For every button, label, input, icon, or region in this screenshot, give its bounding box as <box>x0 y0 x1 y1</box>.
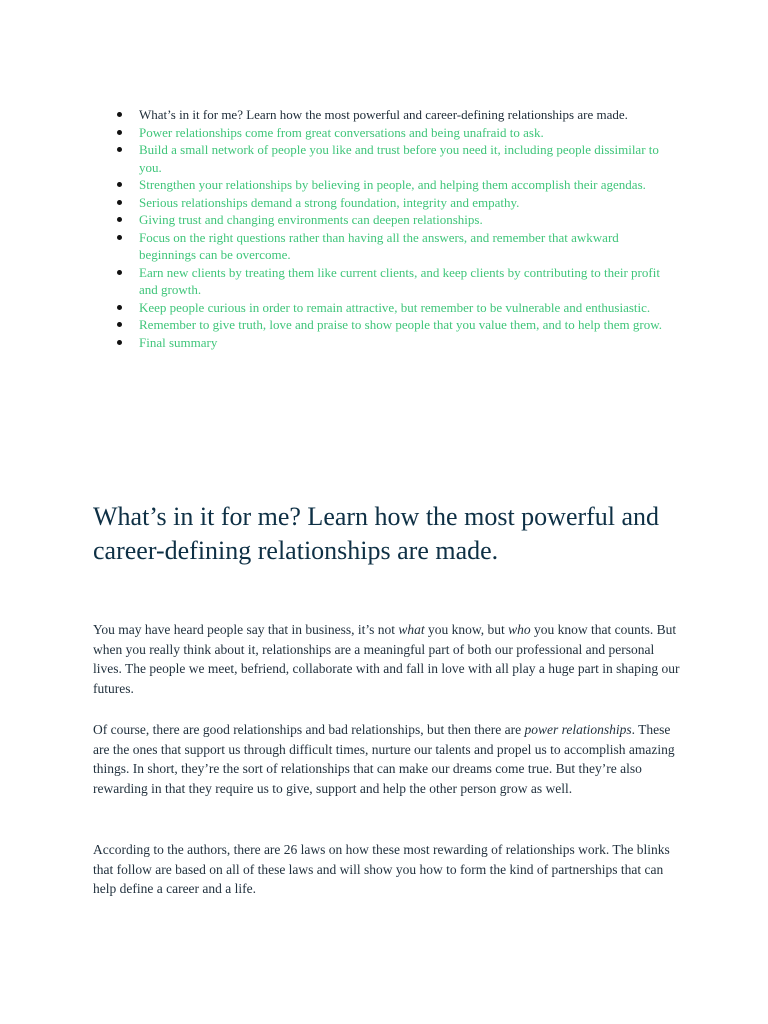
toc-item[interactable]: Focus on the right questions rather than having all the answers, and remember that awkward beginnings can be overcome. <box>111 229 673 264</box>
toc-item[interactable]: Power relationships come from great conversations and being unafraid to ask. <box>111 124 673 142</box>
toc-item[interactable]: Earn new clients by treating them like current clients, and keep clients by contributing to their profit and growth. <box>111 264 673 299</box>
bullet-icon <box>117 147 122 152</box>
bullet-icon <box>117 322 122 327</box>
section-title: What’s in it for me? Learn how the most powerful and career-defining relationships are made. <box>93 502 660 565</box>
bullet-icon <box>117 305 122 310</box>
toc-item[interactable]: Giving trust and changing environments can deepen relationships. <box>111 211 673 229</box>
toc-item[interactable]: Strengthen your relationships by believing in people, and helping them accomplish their agendas. <box>111 176 673 194</box>
bullet-icon <box>117 130 122 135</box>
bullet-icon <box>117 340 122 345</box>
toc-item[interactable]: What’s in it for me? Learn how the most powerful and career-defining relationships are made. <box>111 106 673 124</box>
toc-item[interactable]: Serious relationships demand a strong foundation, integrity and empathy. <box>111 194 673 212</box>
table-of-contents <box>111 106 673 351</box>
paragraph: You may have heard people say that in business, it’s not what you know, but who you know that counts. But when you really think about it, relationships are a meaningful part of both our professional and personal lives. The people we meet, befriend, collaborate with and fall in love with all play a huge part in shaping our futures. <box>93 622 680 696</box>
bullet-icon <box>117 182 122 187</box>
bullet-icon <box>117 270 122 275</box>
paragraph: According to the authors, there are 26 laws on how these most rewarding of relationships work. The blinks that follow are based on all of these laws and will show you how to form the kind of partnerships that can help define a career and a life. <box>93 842 670 897</box>
toc-item[interactable]: Build a small network of people you like and trust before you need it, including people dissimilar to you. <box>111 141 673 176</box>
paragraph: Of course, there are good relationships and bad relationships, but then there are power relationships. These are the ones that support us through difficult times, nurture our talents and propel us to accomplish amazing things. In short, they’re the sort of relationships that can make our dreams come true. But they’re also rewarding in that they require us to give, support and help the other person grow as well. <box>93 722 675 796</box>
bullet-icon <box>117 112 122 117</box>
toc-item[interactable]: Final summary <box>111 334 673 352</box>
toc-item[interactable]: Keep people curious in order to remain attractive, but remember to be vulnerable and enthusiastic. <box>111 299 673 317</box>
bullet-icon <box>117 200 122 205</box>
bullet-icon <box>117 217 122 222</box>
bullet-icon <box>117 235 122 240</box>
toc-item[interactable]: Remember to give truth, love and praise to show people that you value them, and to help them grow. <box>111 316 673 334</box>
